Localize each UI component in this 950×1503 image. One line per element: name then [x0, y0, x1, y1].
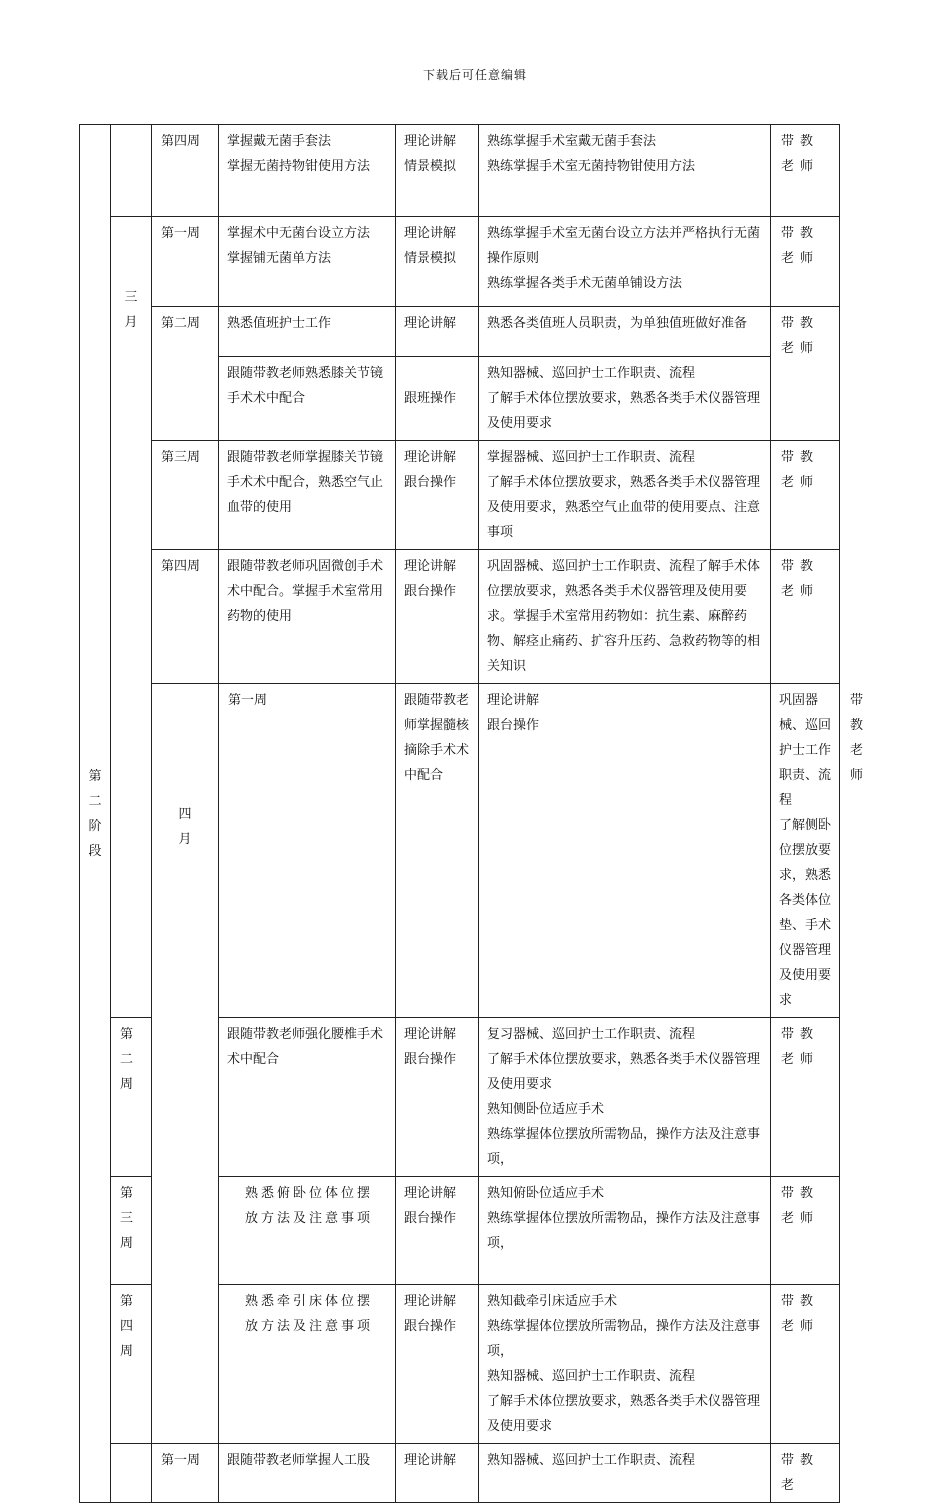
content-cell: 掌握术中无菌台设立方法 掌握铺无菌单方法 [219, 217, 396, 307]
month-label-march: 三月 [124, 290, 138, 330]
method-cell: 理论讲解 跟台操作 [479, 684, 771, 1018]
goal-cell: 熟知截牵引床适应手术 熟练掌握体位摆放所需物品，操作方法及注意事项， 熟知器械、巡回护士工作职责、流程 了解手术体位摆放要求，熟悉各类手术仪器管理及使用要求 [479, 1285, 771, 1444]
content-cell: 掌握戴无菌手套法 掌握无菌持物钳使用方法 [219, 125, 396, 217]
method-cell: 理论讲解 跟台操作 [396, 550, 479, 684]
teacher-cell: 带教老师 [771, 1018, 840, 1177]
month-cell-march [111, 217, 152, 1018]
week-cell: 第一周 [152, 217, 219, 307]
goal-cell: 复习器械、巡回护士工作职责、流程 了解手术体位摆放要求，熟悉各类手术仪器管理及使用要求 熟知侧卧位适应手术 熟练掌握体位摆放所需物品，操作方法及注意事项， [479, 1018, 771, 1177]
table-row [80, 307, 840, 357]
goal-cell: 熟练掌握手术室戴无菌手套法 熟练掌握手术室无菌持物钳使用方法 [479, 125, 771, 217]
content-cell: 熟悉值班护士工作 [219, 307, 396, 357]
table-row [80, 550, 840, 684]
method-cell: 理论讲解 情景模拟 [396, 217, 479, 307]
week-cell: 第二周 [111, 1018, 152, 1177]
method-cell: 理论讲解 跟台操作 [396, 1285, 479, 1444]
content-cell: 跟随带教老师强化腰椎手术术中配合 [219, 1018, 396, 1177]
month-label-april: 四月 [178, 807, 192, 847]
goal-cell: 巩固器械、巡回护士工作职责、流程 了解侧卧位摆放要求，熟悉各类体位垫、手术仪器管理及使用要求 [771, 684, 840, 1018]
week-cell: 第三周 [111, 1177, 152, 1285]
training-schedule-table [79, 124, 870, 1503]
stage-cell [80, 125, 111, 1503]
table-row: 四月 第一周 跟随带教老师掌握髓核摘除手术术中配合 理论讲解 跟台操作 巩固器械、巡回护士工作职责、流程 了解侧卧位摆放要求，熟悉各类体位垫、手术仪器管理及使用要求 带教老师 [80, 684, 840, 1018]
month-cell-april [152, 684, 219, 1444]
content-cell: 跟随带教老师巩固微创手术术中配合。掌握手术室常用药物的使用 [219, 550, 396, 684]
page-header: 下载后可任意编辑 [422, 68, 527, 82]
teacher-cell: 带教老师 [771, 1177, 840, 1285]
goal-cell: 掌握器械、巡回护士工作职责、流程 了解手术体位摆放要求，熟悉各类手术仪器管理及使用要求，熟悉空气止血带的使用要点、注意事项 [479, 441, 771, 550]
goal-cell: 熟知器械、巡回护士工作职责、流程 了解手术体位摆放要求，熟悉各类手术仪器管理及使用要求 [479, 357, 771, 441]
goal-cell: 熟知器械、巡回护士工作职责、流程 [479, 1444, 771, 1503]
week-cell: 第四周 [152, 550, 219, 684]
teacher-cell: 带教老师 [771, 550, 840, 684]
stage-label: 第二阶段 [88, 768, 102, 859]
method-cell: 理论讲解 情景模拟 [396, 125, 479, 217]
method-cell: 理论讲解 跟台操作 [396, 1018, 479, 1177]
table-row [80, 441, 840, 550]
content-cell: 跟随带教老师掌握人工股 [219, 1444, 396, 1503]
method-cell: 理论讲解 [396, 1444, 479, 1503]
week-cell: 第一周 [152, 1444, 219, 1503]
teacher-cell: 带教老师 [771, 1285, 840, 1444]
content-cell: 熟悉俯卧位体位摆放方法及注意事项 [219, 1177, 396, 1285]
content-cell: 跟随带教老师熟悉膝关节镜手术术中配合 [219, 357, 396, 441]
week-cell: 第一周 [219, 684, 396, 1018]
goal-cell: 巩固器械、巡回护士工作职责、流程了解手术体位摆放要求，熟悉各类手术仪器管理及使用要求。掌握手术室常用药物如：抗生素、麻醉药物、解痉止痛药、扩容升压药、急救药物等的相关知识 [479, 550, 771, 684]
teacher-cell: 带教老师 [771, 217, 840, 307]
table-row [80, 1444, 840, 1503]
content-cell: 熟悉牵引床体位摆放方法及注意事项 [219, 1285, 396, 1444]
content-cell: 跟随带教老师掌握膝关节镜手术术中配合，熟悉空气止血带的使用 [219, 441, 396, 550]
goal-cell: 熟悉各类值班人员职责，为单独值班做好准备 [479, 307, 771, 357]
teacher-cell: 带教老师 [771, 125, 840, 217]
goal-cell: 熟练掌握手术室无菌台设立方法并严格执行无菌操作原则 熟练掌握各类手术无菌单铺设方法 [479, 217, 771, 307]
table-row [80, 217, 840, 307]
method-cell: 跟班操作 [396, 357, 479, 441]
month-cell-empty [111, 125, 152, 217]
teacher-cell: 带教老师 [771, 307, 840, 441]
method-cell: 理论讲解 跟台操作 [396, 441, 479, 550]
goal-cell: 熟知俯卧位适应手术 熟练掌握体位摆放所需物品，操作方法及注意事项， [479, 1177, 771, 1285]
week-cell: 第四周 [111, 1285, 152, 1444]
teacher-cell: 带教老师 [771, 441, 840, 550]
method-cell: 理论讲解 跟台操作 [396, 1177, 479, 1285]
content-cell: 跟随带教老师掌握髓核摘除手术术中配合 [396, 684, 479, 1018]
method-cell: 理论讲解 [396, 307, 479, 357]
week-cell: 第四周 [152, 125, 219, 217]
week-cell: 第三周 [152, 441, 219, 550]
month-cell-empty [111, 1444, 152, 1503]
teacher-cell: 带教老 [771, 1444, 840, 1503]
table-row [80, 125, 840, 217]
week-cell: 第二周 [152, 307, 219, 441]
